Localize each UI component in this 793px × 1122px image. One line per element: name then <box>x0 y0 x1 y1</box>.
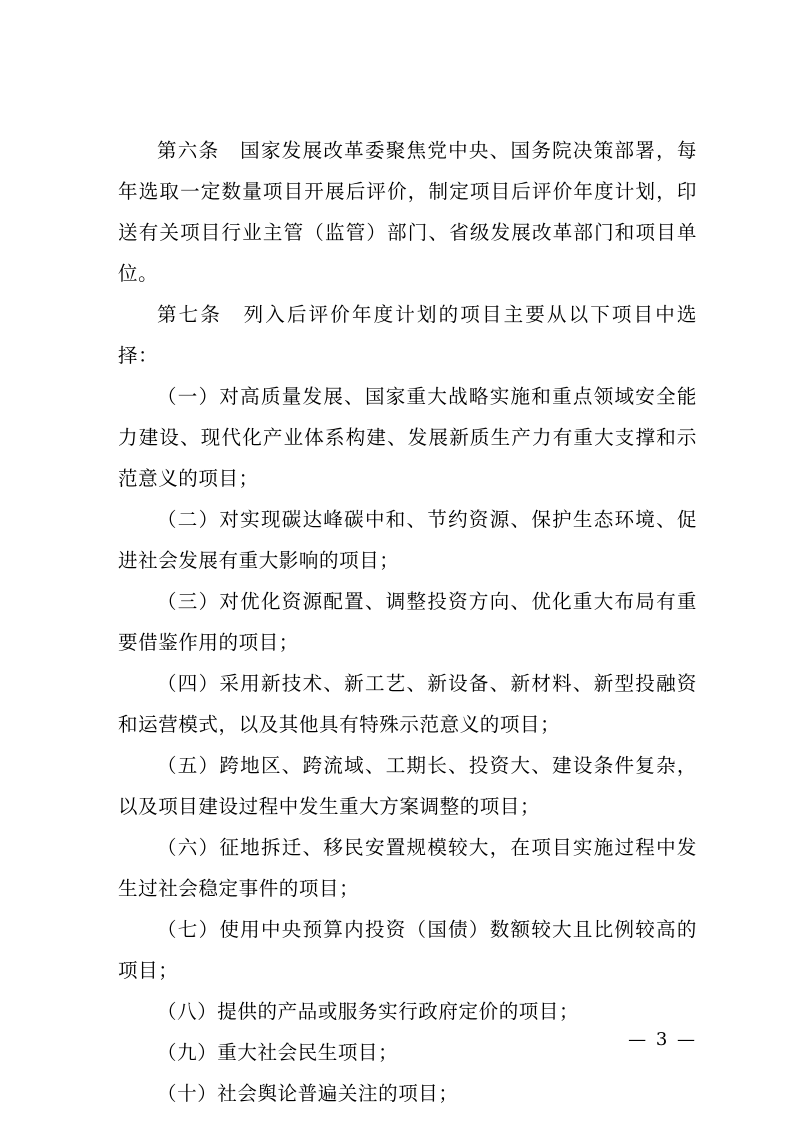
paragraph-item-2: （二）对实现碳达峰碳中和、节约资源、保护生态环境、促进社会发展有重大影响的项目； <box>118 508 697 572</box>
paragraph-article-seven: 第七条 列入后评价年度计划的项目主要从以下项目中选择： <box>118 303 697 367</box>
page-number: — 3 — <box>628 1029 697 1050</box>
paragraph-item-10: （十）社会舆论普遍关注的项目； <box>157 1082 459 1105</box>
document-body <box>118 130 697 1114</box>
paragraph-item-5: （五）跨地区、跨流域、工期长、投资大、建设条件复杂，以及项目建设过程中发生重大方案调整的项目； <box>118 754 697 818</box>
paragraph-item-1: （一）对高质量发展、国家重大战略实施和重点领域安全能力建设、现代化产业体系构建、发展新质生产力有重大支撑和示范意义的项目； <box>118 385 697 490</box>
paragraph-item-8: （八）提供的产品或服务实行政府定价的项目； <box>157 1000 580 1023</box>
paragraph-item-7: （七）使用中央预算内投资（国债）数额较大且比例较高的项目； <box>118 918 697 982</box>
paragraph-item-9: （九）重大社会民生项目； <box>157 1041 399 1064</box>
paragraph-item-3: （三）对优化资源配置、调整投资方向、优化重大布局有重要借鉴作用的项目； <box>118 590 697 654</box>
paragraph-item-6: （六）征地拆迁、移民安置规模较大，在项目实施过程中发生过社会稳定事件的项目； <box>118 836 697 900</box>
paragraph-item-4: （四）采用新技术、新工艺、新设备、新材料、新型投融资和运营模式，以及其他具有特殊示范意义的项目； <box>118 672 697 736</box>
paragraph-article-six: 第六条 国家发展改革委聚焦党中央、国务院决策部署，每年选取一定数量项目开展后评价，制定项目后评价年度计划，印送有关项目行业主管（监管）部门、省级发展改革部门和项目单位。 <box>118 139 697 285</box>
